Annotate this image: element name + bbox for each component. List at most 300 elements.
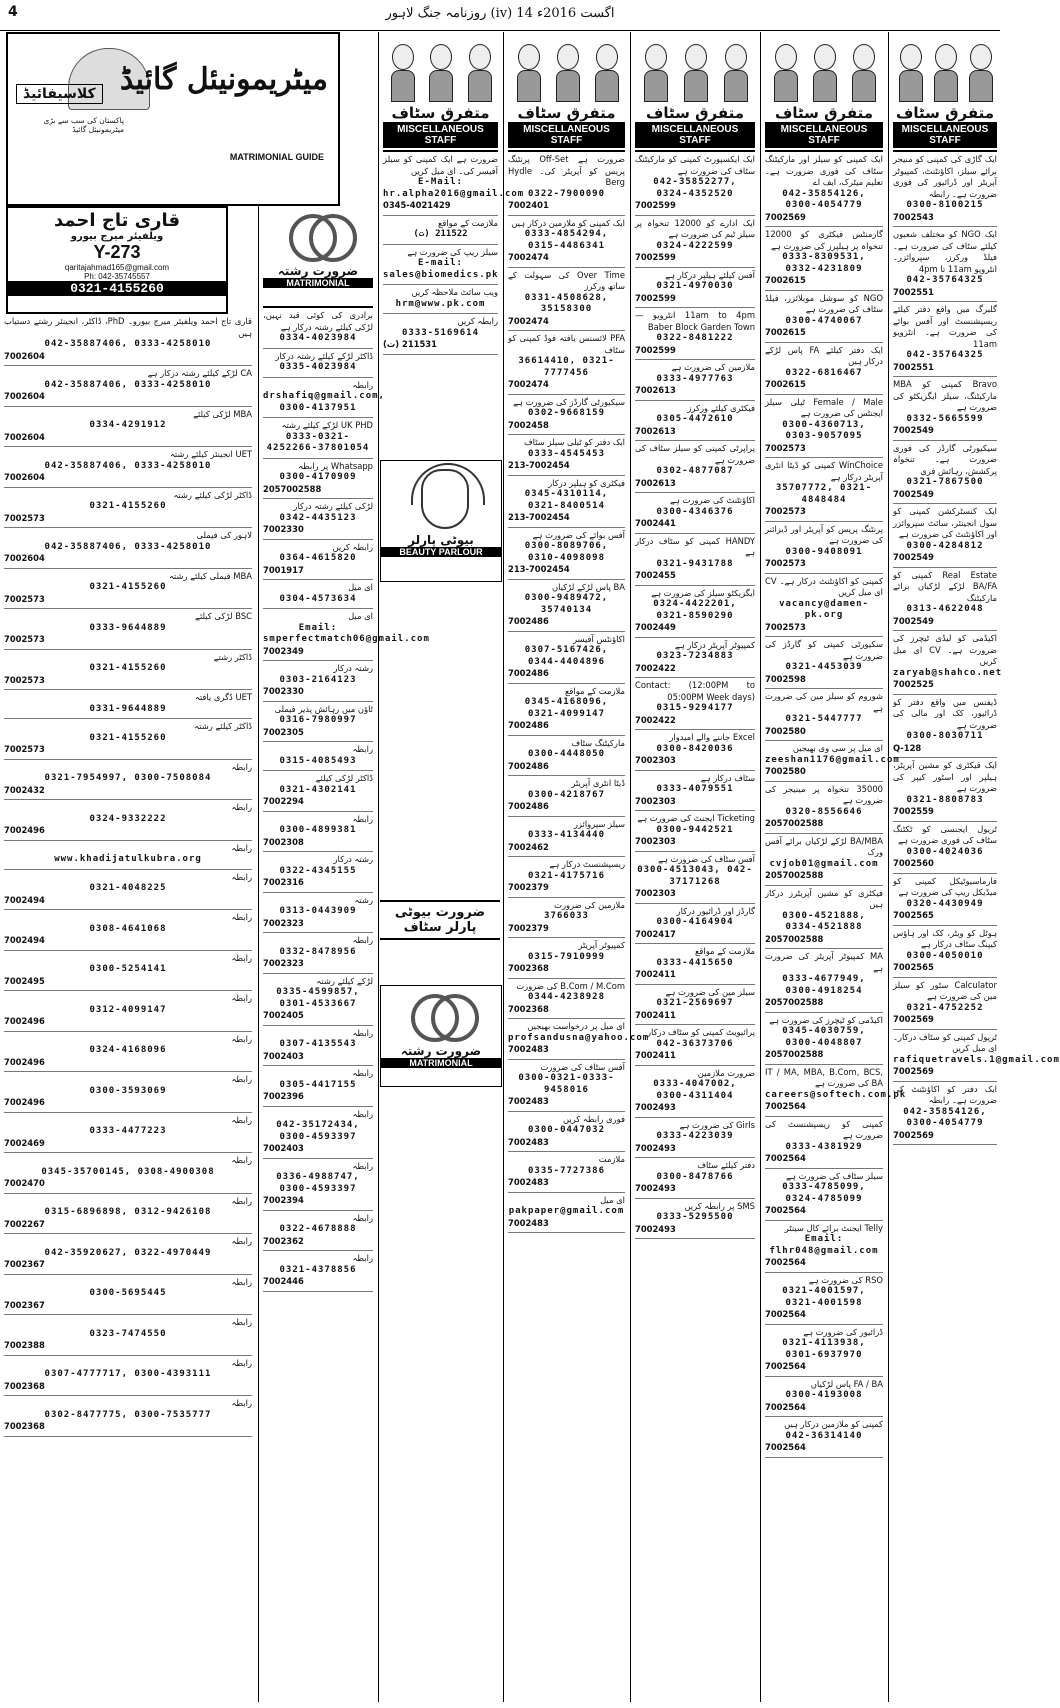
ad-text: ایک کمپنی کو سیلز اور مارکیٹنگ سٹاف کی فوری ضرورت ہے۔ تعلیم میٹرک، ایف اے [765,154,883,187]
ad-item [635,534,755,586]
ad-item [508,435,625,476]
ad-phone: 35707772, 0321-4848484 [775,483,873,505]
ad-item [765,1325,883,1377]
ad-item [4,407,252,448]
ad-text: رابطہ [352,1108,373,1119]
ad-text: ایک فیکٹری کو مشین آپریٹر، ہیلپر اور اسٹور کیپر کی ضرورت ہے [893,760,997,793]
ad-phone: hrm@www.pk.com [395,298,486,309]
ad-code: 7002494 [4,935,45,945]
ad-phone: 0333-4977763 [656,373,734,384]
ad-phone: 042-36373706 [656,1038,734,1049]
ad-code: 7002303 [635,836,676,846]
ad-code: 2057002588 [765,870,824,880]
ad-code: 213-7002454 [508,460,570,470]
ad-code: 7002564 [765,1309,806,1319]
ad-phone: 0313-4622048 [906,604,984,614]
ad-phone: 042-35887406, 0333-4258010 [44,541,212,552]
ad-code: 7002599 [635,292,676,303]
ad-code: 7002474 [508,252,549,262]
ad-item [893,695,997,759]
ad-phone: 0300-4284812 [906,540,984,551]
ad-item [508,776,625,817]
ad-code: 7002573 [765,442,806,453]
top-bar [0,0,1000,31]
ad-item [635,944,755,985]
ad-item [4,650,252,691]
ad-phone: 042-35887406, 0333-4258010 [44,460,212,471]
ad-code: 7002411 [635,1009,676,1020]
ad-item [765,1417,883,1458]
ad-code: 7002564 [765,1153,806,1163]
ad-phone: 0300-4448050 [527,749,606,759]
qari-ph: Ph: 042-35745557 [84,272,150,281]
ad-code: 7002565 [893,962,934,972]
staff-header-urdu: متفرق سٹاف [645,104,745,122]
ad-item [4,1072,252,1113]
ad-text: پراپرٹی کمپنی کو سیلز سٹاف کی ضرورت ہے [635,443,755,465]
ad-text: ای میل [348,611,373,621]
qari-phone: 0321-4155260 [8,281,226,296]
ad-code: 7002493 [635,1183,676,1193]
ad-text: UET ڈگری یافتہ [194,692,252,702]
ad-item [765,689,883,741]
ad-phone: 0305-4472610 [656,414,734,424]
ad-phone: 0333-5169614 [401,327,480,338]
ad-phone: 0344-4238928 [527,992,606,1002]
ad-phone: 0333-4477223 [89,1126,167,1136]
ad-text: MBA لڑکی کیلئے [193,408,252,419]
ad-item [4,528,252,569]
ad-text: سیکیورٹی گارڈز کی فوری ضرورت ہے۔ تنخواہ پرکشش، رہائش فری [893,442,997,476]
ad-item [263,1251,373,1292]
ad-code: 7002379 [508,922,549,933]
ad-item [508,979,625,1020]
ad-phone: vacancy@damen-pk.org [779,598,869,620]
guide-subtitle: MATRIMONIAL GUIDE [229,152,324,162]
ad-item [263,609,430,661]
ad-item [765,1169,883,1221]
ad-code: 7002486 [508,616,549,626]
ad-item [635,985,755,1026]
ad-phone: 0321-7954997, 0300-7508084 [44,773,212,783]
ad-text: رابطہ [352,1160,373,1171]
ad-text: Whatsapp پر رابطہ [298,460,373,471]
ad-phone: 042-35764325 [906,275,984,285]
ad-phone: 042-35854126, 0300-4054779 [903,1106,987,1128]
ad-code: 7002305 [263,726,304,737]
ad-item [383,152,525,216]
ad-item [508,736,625,777]
ad-code: 7002417 [635,928,676,939]
ad-phone: E-mail: sales@biomedics.pk [383,258,499,280]
ad-text: ڈاکٹر لڑکے کیلئے رشتہ درکار [275,350,373,361]
ad-phone: 0316-7980997 [279,715,357,725]
ad-item [263,812,373,853]
ad-code: 7002549 [893,552,934,562]
ad-text: FA / BA پاس لڑکیاں [810,1378,883,1389]
ad-code: 7002615 [765,379,806,389]
ad-item [508,684,625,736]
ad-phone: 0324-4222599 [656,240,734,251]
ad-code: 7002455 [635,570,676,580]
ad-phone: 0300-4218767 [527,789,606,800]
ad-item [508,152,625,216]
ad-item [635,1118,755,1159]
ad-item [893,926,997,978]
staff-header-urdu: متفرق سٹاف [391,104,490,122]
ad-code: 7002496 [4,825,45,835]
ad-phone: 042-35887406, 0333-4258010 [44,339,212,349]
ad-text: رابطہ [352,379,373,390]
ad-code: 7002599 [635,344,676,355]
ad-code: 7002604 [4,391,45,401]
ad-text: برادری کی کوئی قید نہیں، لڑکی کیلئے رشتہ درکار ہے [263,310,373,332]
ad-item [635,1199,755,1240]
ad-text: UK PHD لڑکے کیلئے رشتہ [281,420,373,430]
ad-phone: 0300-8089706, 0310-4098098 [524,541,609,563]
ad-item [263,1066,373,1107]
ad-phone: www.khadijatulkubra.org [54,854,202,864]
ad-code: 7002486 [508,668,549,678]
ads-list [4,314,252,1437]
qari-email: qaritajahmad165@gmail.com [64,263,170,272]
ad-text: شوروم کو سیلز مین کی ضرورت ہے [765,691,883,713]
ad-phone: 0300-3593069 [89,1085,167,1096]
ad-item [893,1030,1060,1082]
ad-code: 7002496 [4,1016,45,1026]
ad-code: 7002604 [4,350,45,361]
ad-item [4,609,252,650]
ad-code: 7002483 [508,1136,549,1147]
ad-text: Telly ایجنٹ برائے کال سینٹر [784,1222,883,1233]
ad-item [4,991,252,1032]
ad-code: 7002615 [765,327,806,337]
ad-phone: 0335-4023984 [279,362,357,372]
ad-item [263,893,373,934]
ad-code: 7002449 [635,622,676,632]
ad-phone: 0322-4678888 [279,1224,357,1234]
ad-phone: 0321-8808783 [906,794,984,805]
ad-text: فارماسیوٹیکل کمپنی کو میڈیکل ریپ کی ضرورت ہے [893,875,997,897]
ad-text: آفس سٹاف کی ضرورت ہے [658,853,755,864]
ad-phone: 0333-9644889 [89,622,167,633]
ad-phone: 0324-9332222 [89,813,167,824]
ad-item [635,1025,755,1066]
ad-item [263,974,373,1026]
ad-code: 7002486 [508,720,549,730]
ad-item [263,1159,373,1211]
ad-code: 7002405 [263,1010,304,1020]
ad-text: ملازمت کے مواقع [564,685,625,696]
ad-item [508,395,625,436]
ad-code: 7002604 [4,472,45,482]
ad-phone: 0315-7910999 [527,951,606,962]
column-matrimonial-1 [0,314,256,1702]
ad-phone: 0334-4291912 [89,420,167,430]
ad-item [263,378,385,419]
ad-code: 7002565 [893,910,934,920]
staff-header [635,32,755,152]
column-staff-5 [378,32,525,1702]
ad-text: ایک کنسٹرکشن کمپنی کو سول انجینئر، سائٹ سپروائزر اور اکاؤنٹنٹ کی ضرورت ہے [893,506,997,539]
ad-phone: 0322-8481222 [656,333,734,343]
ad-text: ہوٹل کو ویٹر، کک اور ہاؤس کیپنگ سٹاف درکار ہے [893,927,997,949]
staff-header-english: MISCELLANEOUS STAFF [893,122,997,148]
ad-phone: (ت) 211522 [413,229,468,239]
ad-phone: 0333-0321-4252266-37801054 [266,431,370,453]
ad-text: رابطہ [231,1398,252,1408]
ad-text: BA پاس لڑکے لڑکیاں [551,581,625,592]
ad-text: ڈیفنس میں واقع دفتر کو ڈرائیور، کک اور مالی کی ضرورت ہے [893,696,997,730]
ad-phone: 0322-7900090 [527,188,606,199]
ads-list [508,152,650,1233]
ad-item [263,459,373,500]
ad-code: 7002367 [4,1299,45,1310]
ad-phone: 0321-4752252 [906,1002,984,1013]
ad-code: 7002316 [263,877,304,887]
ad-phone: 0308-4641068 [89,923,167,934]
beauty-parlour-header [380,460,502,582]
ad-code: 2057002588 [765,1049,824,1059]
ad-phone: 0331-9644889 [89,703,167,714]
ad-text: Contact: (12:00PM to 05:00PM Week days) [635,680,755,702]
ad-text: رابطہ [231,993,252,1003]
ad-text: ملازمت کے مواقع [437,217,498,228]
ad-item [383,245,498,286]
ad-item [4,1194,252,1235]
ad-text: رابطہ [231,1114,252,1125]
ad-item [263,418,373,459]
ad-phone: 0313-0443909 [279,906,357,916]
ad-item [508,476,625,528]
ad-item [635,216,755,268]
ad-text: رابطہ [231,761,252,772]
ad-code: 7002573 [4,512,45,523]
ad-item [765,1221,883,1273]
ad-text: RSO کی ضرورت ہے [808,1274,883,1285]
ad-item [4,719,252,760]
ad-item [765,1377,883,1418]
ad-phone: Email: flhr048@gmail.com [769,1234,879,1256]
ads-list [383,152,525,355]
ad-item [765,782,883,834]
ad-phone: 0333-4785099, 0324-4785099 [782,1182,866,1204]
ad-item [765,574,883,638]
ad-text: ضرورت ملازمین [697,1067,755,1078]
ad-text: رشتہ درکار [333,663,373,673]
ad-phone: 0332-5665599 [906,413,984,424]
classified-label: کلاسیفائیڈ [16,84,103,104]
ad-text: اکیڈمی کو ٹیچرز کی ضرورت ہے [769,1014,883,1025]
ad-code: 7002379 [508,882,549,892]
ad-code: 7002573 [4,744,45,754]
ad-phone: 0364-4615820 [279,553,357,563]
matrimonial-header-3 [380,985,502,1087]
ad-code: (ت) 211531 [383,339,437,349]
ad-item [263,771,373,812]
ad-item [4,1275,252,1316]
ad-phone: 0345-35700145, 0308-4900308 [41,1166,215,1177]
ad-item [635,308,755,360]
ad-item [765,949,883,1013]
ad-code: 7002394 [263,1195,304,1205]
ad-text: فیکٹری کو ہیلپر درکار [548,477,625,488]
ad-text: رابطہ [231,802,252,812]
ad-item [893,822,997,874]
ad-text: IT / MA, MBA, B.Com, BCS, BA کی ضرورت ہے [765,1066,883,1088]
ad-phone: 0334-4023984 [279,333,357,343]
ad-phone: rafiquetravels.1@gmail.com [893,1054,1060,1065]
ad-code: 2057002588 [765,997,824,1007]
ad-code: 7002613 [635,425,676,436]
ad-item [263,540,373,581]
ad-item [635,852,755,904]
ad-item [263,742,373,771]
ad-code: 7002551 [893,361,934,372]
ad-phone: 0333-4381929 [785,1141,863,1152]
ad-text: رابطہ [231,1033,252,1044]
ad-item [263,852,373,893]
ad-code: 7002564 [765,1257,806,1267]
ad-text: رابطہ [352,935,373,945]
ad-code: 7002474 [508,315,549,326]
ad-code: 213-7002454 [508,564,570,574]
beauty-urdu: بیوٹی پارلر [408,533,474,547]
ad-phone: 0333-4415650 [656,957,734,968]
ad-phone: 0333-8309531, 0332-4231809 [782,252,866,274]
ad-phone: 0321-4302141 [279,784,357,795]
ad-item [893,441,997,505]
ad-item [765,1013,883,1065]
ad-code: 7002294 [263,796,304,806]
ad-text: ڈاکٹر رشتے [213,651,252,662]
ad-text: ملازمت [598,1154,625,1164]
ad-text: ای میل [600,1194,625,1205]
ad-text: ویب سائٹ ملاحظہ کریں [411,287,498,297]
ad-phone: 0321-4155260 [89,501,167,511]
ads-list [765,152,907,1458]
ad-item [4,1396,252,1437]
ad-text: آفس بوائے کی ضرورت ہے [532,529,625,540]
ad-phone: 0336-4988747, 0300-4593397 [276,1172,360,1194]
ad-phone: profsandusna@yahoo.com [508,1032,650,1043]
ad-phone: 0300-8030711 [906,731,984,741]
ad-item [765,637,883,689]
ad-text: کمپنی کو اکاؤنٹنٹ درکار ہے۔ CV ای میل کریں [765,575,883,597]
ad-phone: 042-35764325 [906,350,984,360]
ad-phone: 0300-8100215 [906,200,984,210]
ad-item [4,910,252,951]
ad-text: اکیڈمی کو لیڈی ٹیچرز کی ضرورت ہے۔ CV ای میل کریں [893,633,997,666]
ad-item [893,874,997,926]
ad-text: Female / Male ٹیلی سیلز ایجنٹس کی ضرورت ہے [765,396,884,418]
ad-phone: 0300-5254141 [89,964,167,974]
ad-item [893,302,997,377]
ad-phone: 0323-7474550 [89,1328,167,1339]
ad-code: 7002388 [4,1340,45,1350]
matrimonial-header-2 [263,206,373,308]
ad-item [508,1152,625,1193]
ad-phone: 0333-4223039 [656,1131,734,1141]
ad-code: 7002432 [4,784,45,795]
ad-text: پرنٹنگ پریس کو آپریٹر اور ڈیزائنر کی ضرورت ہے [765,523,883,545]
ad-text: ریسپشنسٹ درکار ہے [549,859,625,869]
ad-text: Calculator سٹور کو سیلز مین کی ضرورت ہے [893,979,997,1001]
ad-code: 7002308 [263,836,304,847]
ad-phone: 0345-4310114, 0321-8400514 [524,489,609,511]
ad-item [765,1065,907,1117]
ad-code: 7002267 [4,1218,45,1229]
ad-text: رابطہ [352,1068,373,1078]
ad-code: 7002349 [263,645,304,656]
ad-code: 7002604 [4,431,45,442]
ad-code: 7002604 [4,553,45,563]
ad-code: 213-7002454 [508,512,570,522]
ad-item [893,227,997,302]
staff-header-urdu: متفرق سٹاف [517,104,616,122]
ad-code: 7002564 [765,1442,806,1452]
ad-item [508,817,625,858]
ad-phone: 0300-4360713, 0303-9057095 [782,419,866,441]
ad-text: رابطہ [231,952,252,963]
matrimonial-urdu: ضرورت رشتہ [277,264,359,278]
ad-item [635,811,755,852]
ad-code: 7002543 [893,211,934,222]
ad-code: 7002367 [4,1259,45,1269]
ad-phone: 0300-4740067 [785,315,863,326]
ad-code: 7002483 [508,1044,549,1054]
ad-code: 7002368 [4,1380,45,1391]
ad-code: 7002560 [893,858,934,868]
column-staff-2 [760,32,907,1702]
ad-text: آفس کیلئے ہیلپر درکار ہے [665,269,755,280]
ad-phone: 0335-4599857, 0301-4533667 [276,987,360,1009]
ad-text: ایک دفتر کو ٹیلی سیلز سٹاف [524,437,625,447]
ad-phone: 0321-4113938, 0301-6937970 [782,1338,866,1360]
ad-code: 7002422 [635,714,676,725]
ad-code: 7002401 [508,200,549,210]
ad-text: CA لڑکے کیلئے رشتہ درکار ہے [147,368,252,378]
ad-item [893,978,997,1030]
ad-text: MBA فیملی کیلئے رشتہ [168,570,252,581]
ad-phone: 042-36314140 [785,1430,863,1441]
ad-text: Excel جاننے والے امیدوار [669,732,755,742]
matrimonial-english: MATRIMONIAL [263,278,373,288]
qari-ad-box [6,206,228,314]
column-staff-4 [503,32,650,1702]
ad-item [635,586,755,638]
ad-phone: 0345-4168096, 0321-4099147 [524,697,609,719]
beauty-english: BEAUTY PARLOUR [381,547,501,557]
ad-item [765,741,900,782]
ad-text: رشتہ [354,894,373,905]
ad-phone: 0300-4899381 [279,825,357,835]
ad-code: 7002403 [263,1143,304,1153]
ad-phone: 0320-8556646 [785,806,863,817]
ad-text: رابطہ [231,1074,252,1084]
ad-text: رابطہ [231,1236,252,1246]
column-staff-1 [888,32,1060,1702]
ad-item [263,933,373,974]
ad-phone: 0302-9668159 [527,408,606,418]
ad-code: 7002580 [765,725,806,736]
ad-text: کمپیوٹر آپریٹر درکار ہے [674,639,755,650]
ad-code: 7002495 [4,975,45,986]
ad-phone: 0300-4521888, 0334-4521888 [782,910,866,932]
staff-header-english: MISCELLANEOUS STAFF [635,122,755,148]
ad-phone: 0300-9489472, 35740134 [524,593,609,615]
ad-code: 7002564 [765,1361,806,1371]
